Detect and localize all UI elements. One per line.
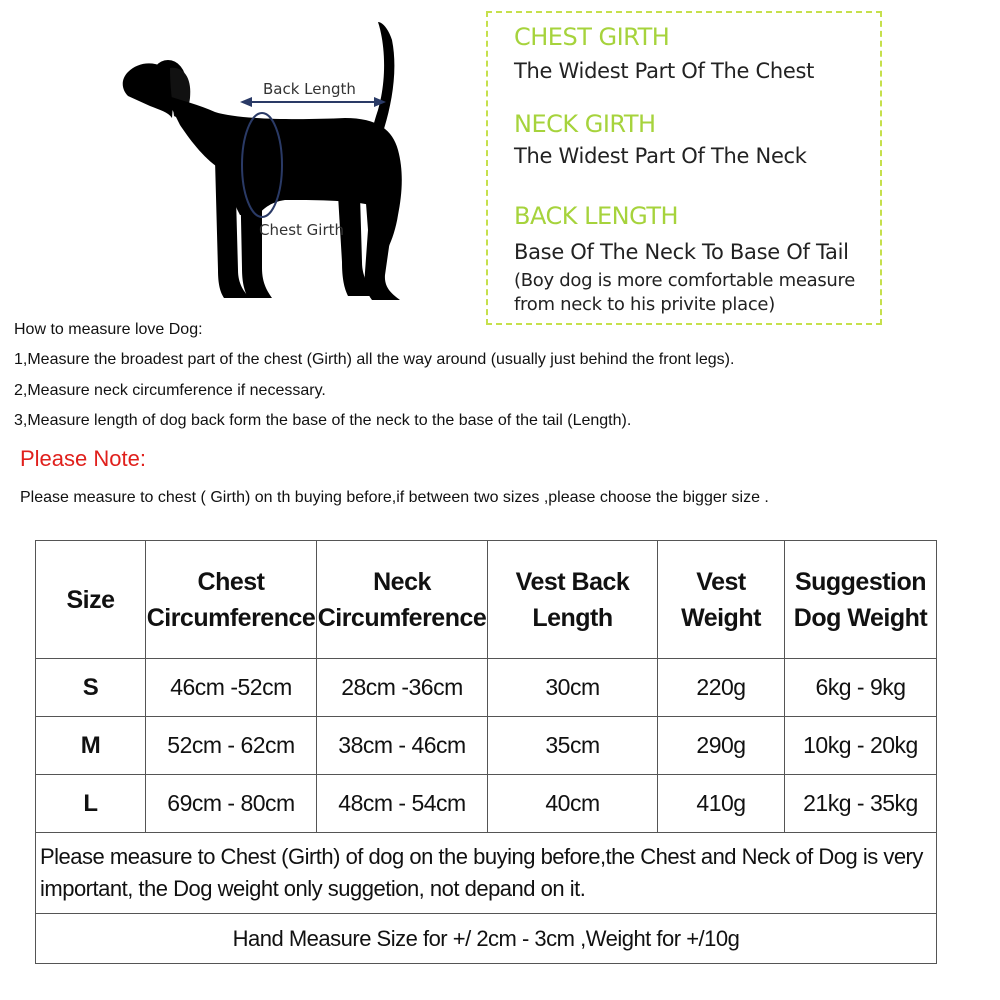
vest-weight-cell: 220g xyxy=(658,659,785,717)
dog-silhouette xyxy=(123,22,402,300)
table-footer-row xyxy=(36,914,937,964)
neck-cell: 48cm - 54cm xyxy=(317,775,488,833)
back-length-note-1: (Boy dog is more comfortable measure xyxy=(514,270,856,291)
size-cell: L xyxy=(36,775,146,833)
dog-weight-cell: 21kg - 35kg xyxy=(785,775,937,833)
dog-weight-cell: 6kg - 9kg xyxy=(785,659,937,717)
chest-cell: 69cm - 80cm xyxy=(146,775,317,833)
table-note-row xyxy=(36,833,937,914)
neck-cell: 28cm -36cm xyxy=(317,659,488,717)
header-neck-circumference: Neck Circumference xyxy=(317,541,488,659)
table-footer: Hand Measure Size for +/ 2cm - 3cm ,Weight for +/10g xyxy=(36,914,937,964)
table-header-row xyxy=(36,541,937,659)
chest-girth-desc: The Widest Part Of The Chest xyxy=(514,59,815,83)
header-vest-back-length: Vest Back Length xyxy=(488,541,658,659)
please-note-text: Please measure to chest ( Girth) on th buying before,if between two sizes ,please choose the bigger size . xyxy=(20,489,769,506)
neck-girth-title: NECK GIRTH xyxy=(514,110,656,138)
chest-girth-title: CHEST GIRTH xyxy=(514,23,670,51)
back-length-label: Back Length xyxy=(263,80,356,98)
neck-girth-desc: The Widest Part Of The Neck xyxy=(514,144,807,168)
table-row xyxy=(36,659,937,717)
header-chest-circumference: Chest Circumference xyxy=(146,541,317,659)
back-length-cell: 40cm xyxy=(488,775,658,833)
chest-cell: 46cm -52cm xyxy=(146,659,317,717)
size-cell: M xyxy=(36,717,146,775)
vest-weight-cell: 290g xyxy=(658,717,785,775)
size-cell: S xyxy=(36,659,146,717)
chest-cell: 52cm - 62cm xyxy=(146,717,317,775)
header-vest-weight: Vest Weight xyxy=(658,541,785,659)
vest-weight-cell: 410g xyxy=(658,775,785,833)
back-length-desc: Base Of The Neck To Base Of Tail xyxy=(514,240,849,264)
please-note-title: Please Note: xyxy=(20,446,146,471)
neck-cell: 38cm - 46cm xyxy=(317,717,488,775)
size-chart-table xyxy=(35,540,937,964)
instructions-heading: How to measure love Dog: xyxy=(14,321,203,338)
back-length-title: BACK LENGTH xyxy=(514,202,679,230)
instruction-step-1: 1,Measure the broadest part of the chest (Girth) all the way around (usually just behind the front legs). xyxy=(14,351,735,368)
instruction-step-2: 2,Measure neck circumference if necessary. xyxy=(14,382,326,399)
chest-girth-label: Chest Girth xyxy=(259,221,345,239)
dog-silhouette-figure xyxy=(0,0,480,320)
measurement-definitions-box xyxy=(486,11,882,325)
back-length-arrow xyxy=(240,97,386,107)
back-length-note-2: from neck to his privite place) xyxy=(514,294,775,315)
table-note: Please measure to Chest (Girth) of dog on the buying before,the Chest and Neck of Dog is very important, the Dog weight only suggetion, not depand on it. xyxy=(36,833,937,914)
table-row xyxy=(36,717,937,775)
header-suggestion-dog-weight: Suggestion Dog Weight xyxy=(785,541,937,659)
header-size: Size xyxy=(36,541,146,659)
back-length-cell: 30cm xyxy=(488,659,658,717)
dog-weight-cell: 10kg - 20kg xyxy=(785,717,937,775)
table-row xyxy=(36,775,937,833)
back-length-cell: 35cm xyxy=(488,717,658,775)
instruction-step-3: 3,Measure length of dog back form the base of the neck to the base of the tail (Length). xyxy=(14,412,632,429)
